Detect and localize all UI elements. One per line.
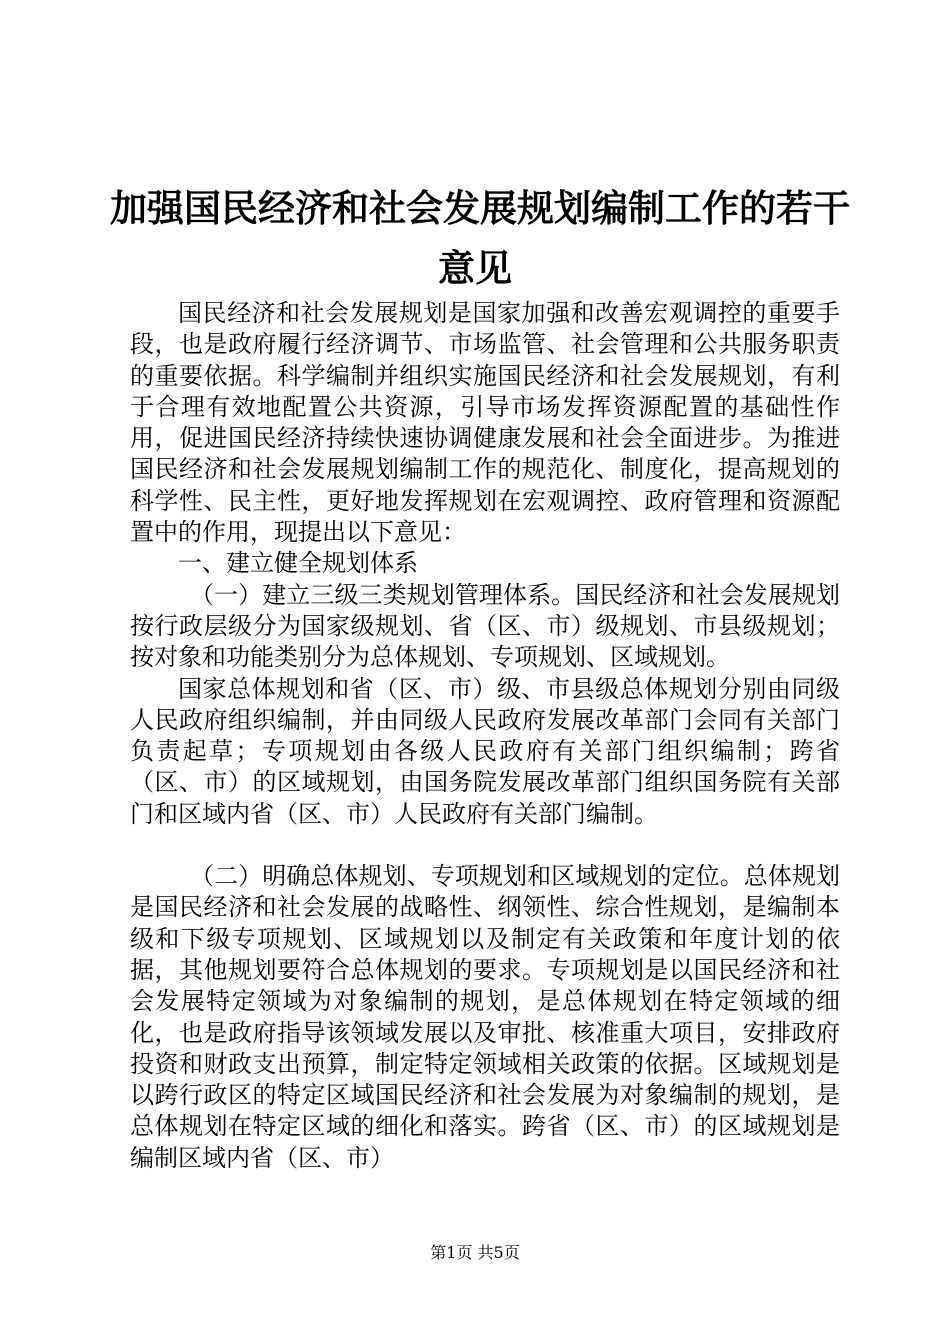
intro-paragraph: 国民经济和社会发展规划是国家加强和改善宏观调控的重要手段，也是政府履行经济调节、市场监管、社会管理和公共服务职责的重要依据。科学编制并组织实施国民经济和社会发展规划，有利于合理有效地配置公共资源，引导市场发挥资源配置的基础性作用，促进国民经济持续快速协调健康发展和社会全面进步。为推进国民经济和社会发展规划编制工作的规范化、制度化，提高规划的科学性、民主性，更好地发挥规划在宏观调控、政府管理和资源配置中的作用，现提出以下意见：: [130, 299, 840, 547]
document-body: [130, 298, 840, 1174]
document-title-line-1: 加强国民经济和社会发展规划编制工作的若干: [110, 187, 850, 230]
section-heading: 一、建立健全规划体系: [178, 549, 418, 578]
page-footer: 第1页 共5页: [430, 1243, 520, 1262]
subsection-paragraph-2: （二）明确总体规划、专项规划和区域规划的定位。总体规划是国民经济和社会发展的战略性、纲领性、综合性规划，是编制本级和下级专项规划、区域规划以及制定有关政策和年度计划的依据，其他规划要符合总体规划的要求。专项规划是以国民经济和社会发展特定领域为对象编制的规划，是总体规划在特定领域的细化，也是政府指导该领域发展以及审批、核准重大项目，安排政府投资和财政支出预算，制定特定领域相关政策的依据。区域规划是以跨行政区的特定区域国民经济和社会发展为对象编制的规划，是总体规划在特定区域的细化和落实。跨省（区、市）的区域规划是编制区域内省（区、市）: [130, 862, 840, 1172]
document-title-line-2: 意见: [438, 247, 512, 290]
body-paragraph: 国家总体规划和省（区、市）级、市县级总体规划分别由同级人民政府组织编制，并由同级人民政府发展改革部门会同有关部门负责起草；专项规划由各级人民政府有关部门组织编制；跨省（区、市）的区域规划，由国务院发展改革部门组织国务院有关部门和区域内省（区、市）人民政府有关部门编制。: [130, 674, 840, 828]
subsection-paragraph-1: （一）建立三级三类规划管理体系。国民经济和社会发展规划按行政层级分为国家级规划、省（区、市）级规划、市县级规划；按对象和功能类别分为总体规划、专项规划、区域规划。: [130, 580, 840, 672]
